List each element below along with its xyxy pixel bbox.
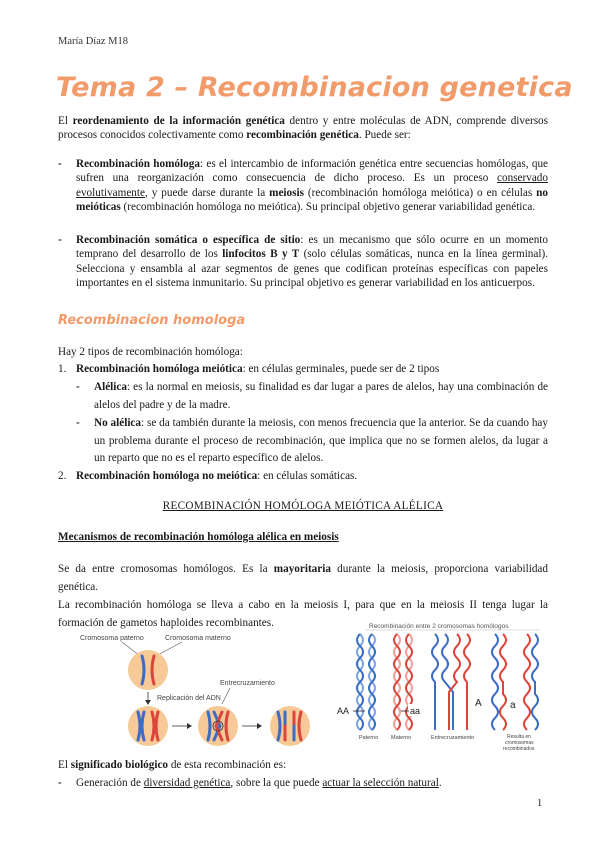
allele-AA: AA — [337, 706, 350, 716]
helix-result — [492, 634, 538, 730]
label-cromosoma-paterno: Cromosoma paterno — [80, 635, 144, 642]
label-entrecruzamiento-left: Entrecruzamiento — [220, 680, 275, 687]
bullet-somatic: - Recombinación somática o específica de sitio: es un mecanismo que sólo ocurre en un momento temprano del desarrollo de los linfocitos B y T (solo células somáticas, nunca en la línea germinal). Selecciona y ensambla al azar segmentos de genes que codifican proteínas específicas con papeles importantes en el sistema inmunitario. Su principal objetivo es generar variabilidad en los anticuerpos. — [58, 234, 548, 289]
list-item-non-meiotic: 2. Recombinación homóloga no meiótica: en células somáticas. — [58, 470, 358, 482]
author-header: María Díaz M18 — [58, 36, 128, 47]
section-heading-homologous: Recombinacion homologa — [58, 313, 246, 328]
significance-intro: El significado biológico de esta recombinación es: — [58, 759, 287, 771]
significance-bullet: - Generación de diversidad genética, sobre la que puede actuar la selección natural. — [58, 777, 442, 789]
bullet-homologous: - Recombinación homóloga: es el intercambio de información genética entre secuencias homólogas, que sufren una reorganización como consecuencia de dicho proceso. Es un proceso conservado evolutivamente, y puede darse durante la meiosis (recombinación homóloga meiótica) o en células no meióticas (recombinación homóloga no meiótica). Su principal objetivo generar variabilidad genética. — [58, 158, 549, 213]
dna-recombination-figure — [335, 620, 550, 750]
helix-paterno — [357, 634, 375, 730]
section-heading-allelic: RECOMBINACIÓN HOMÓLOGA MEIÓTICA ALÉLICA — [162, 500, 444, 512]
label-materno: Materno — [391, 735, 412, 741]
label-replicacion: Replicación del ADN — [157, 695, 221, 702]
page-title: Tema 2 – Recombinacion genetica — [56, 72, 573, 103]
cell-crossover — [198, 706, 238, 746]
helix-crossover — [432, 634, 470, 730]
sub-item-allelic: - Alélica: es la normal en meiosis, su finalidad es dar lugar a pares de alelos, hay una combinación de alelos del padre y de la madre. — [76, 381, 548, 411]
cell-initial — [128, 650, 168, 690]
label-cromosoma-materno: Cromosoma materno — [165, 635, 231, 642]
intro-paragraph: El reordenamiento de la información genética dentro y entre moléculas de ADN, comprende diversos procesos conocidos colectivamente como recombinación genética. Puede ser: — [58, 115, 548, 142]
types-intro: Hay 2 tipos de recombinación homóloga: — [58, 346, 243, 358]
cell-recombined — [270, 706, 310, 746]
label-entrecruzamiento-right: Entrecruzamiento — [431, 735, 475, 741]
list-item-meiotic: 1. Recombinación homóloga meiótica: en células germinales, puede ser de 2 tipos — [58, 363, 440, 375]
label-resulta-2: cromosomas — [505, 740, 534, 746]
label-resulta-1: Resulta en — [507, 734, 531, 740]
paragraph-mayoritaria: Se da entre cromosomas homólogos. Es la mayoritaria durante la meiosis, proporciona variabilidad genética. — [58, 563, 548, 593]
allele-aa: aa — [410, 706, 421, 716]
mechanism-heading: Mecanismos de recombinación homóloga alélica en meiosis — [58, 531, 339, 543]
label-paterno: Paterno — [359, 735, 379, 741]
cell-replicated — [128, 706, 168, 746]
crossover-cell-figure — [60, 630, 335, 748]
paragraph-meiosis: La recombinación homóloga se lleva a cabo en la meiosis I, para que en la meiosis II tenga lugar la formación de gametos haploides recombinantes. — [58, 599, 548, 629]
sub-item-non-allelic: - No alélica: se da también durante la meiosis, con menos frecuencia que la anterior. Se da cuando hay un problema durante el proceso de recombinación, que implica que no se formen alelos, da lugar a un reparto que no es el reparto específico de alelos. — [76, 417, 548, 464]
allele-a: a — [510, 700, 516, 711]
label-resulta-3: recombinados — [503, 746, 535, 750]
allele-A: A — [475, 698, 482, 709]
page-number: 1 — [537, 798, 543, 809]
figure-right-title: Recombinación entre 2 cromosomas homólogos — [369, 623, 509, 630]
